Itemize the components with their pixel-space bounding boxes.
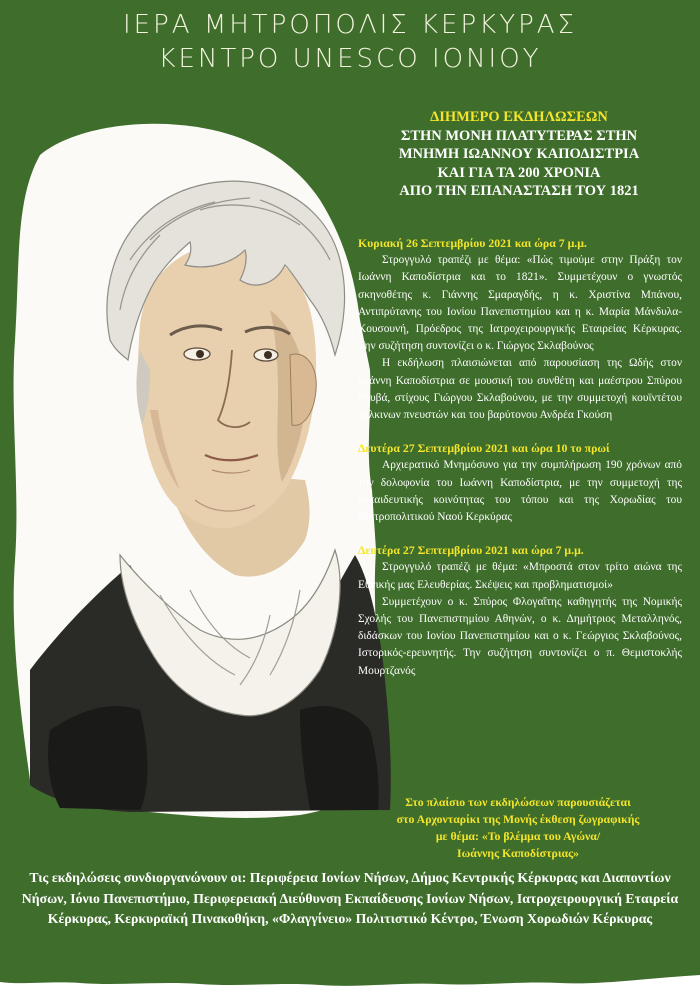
- event-description-extra: Η εκδήλωση πλαισιώνεται από παρουσίαση της Ωδής στον Ιωάννη Καποδίστρια σε μουσική του συνθέτη και μαέστρου Σπύρου Ρουβά, στίχους Γιώργου Σκλαβούνου, με την συμμετοχή κουϊντέτου χάλκινων πνευστών και του βαρύτονου Ανδρέα Γκούση: [358, 357, 682, 422]
- exhibit-line-3: με θέμα: «Το βλέμμα του Αγώνα/: [435, 829, 601, 843]
- exhibit-line-2: στο Αρχονταρίκι της Μονής έκθεση ζωγραφικής: [396, 812, 640, 826]
- heading-line-5: ΑΠΟ ΤΗΝ ΕΠΑΝΑΣΤΑΣΗ ΤΟΥ 1821: [399, 183, 639, 199]
- header: [0, 8, 700, 76]
- heading-line-4: ΚΑΙ ΓΙΑ ΤΑ 200 ΧΡΟΝΙΑ: [437, 164, 601, 181]
- co-organizers-footer: Τις εκδηλώσεις συνδιοργανώνουν οι: Περιφέρεια Ιονίων Νήσων, Δήμος Κεντρικής Κέρκυρας και Διαποντίων Νήσων, Ιόνιο Πανεπιστήμιο, Περιφερειακή Διεύθυνση Εκπαίδευσης Ιονίων Νήσων, Ιατροχειρουργική Εταιρεία Κέρκυρας, Κερκυραϊκή Πινακοθήκη, «Φλαγγίνειο» Πολιτιστικό Κέντρο, Ένωση Χορωδιών Κέρκυρας: [21, 870, 679, 926]
- heading-line-2: ΣΤΗΝ ΜΟΝΗ ΠΛΑΤΥΤΕΡΑΣ ΣΤΗΝ: [400, 127, 638, 144]
- event-item: [358, 440, 682, 526]
- event-item: [358, 542, 682, 680]
- event-date: Κυριακή 26 Σεπτεμβρίου 2021 και ώρα 7 μ.μ.: [358, 236, 587, 250]
- event-date: Δευτέρα 27 Σεπτεμβρίου 2021 και ώρα 7 μ.μ.: [358, 543, 584, 558]
- exhibition-notice: [348, 794, 688, 862]
- event-description: Στρογγυλό τραπέζι με θέμα: «Πώς τιμούμε στην Πράξη τον Ιωάννη Καποδίστρια και το 1821». Συμμετέχουν ο γνωστός σκηνοθέτης κ. Γιάννης Σμαραγδής, η κ. Χριστίνα Μπάνου, Αντιπρύτανης του Ιονίου Πανεπιστημίου και η κ. Μαρία Μάνδυλα-Κουσουνή, Πρόεδρος της Ιατροχειρουργικής Εταιρείας Κέρκυρας. Την συζήτηση συντονίζει ο κ. Γιώργος Σκλαβούνος: [358, 254, 682, 353]
- exhibit-line-1: Στο πλαίσιο των εκδηλώσεων παρουσιάζεται: [405, 795, 631, 809]
- heading-line-two-day: ΔΙΗΜΕΡΟ ΕΚΔΗΛΩΣΕΩΝ: [430, 109, 608, 125]
- event-item: [358, 235, 682, 424]
- events-list: [358, 235, 682, 696]
- event-description: Στρογγυλό τραπέζι με θέμα: «Μπροστά στον τρίτο αιώνα της Εθνικής μας Ελευθερίας. Σκέψεις και προβληματισμοί»: [358, 561, 682, 591]
- exhibit-line-4: Ιωάννης Καποδίστριας»: [457, 846, 579, 860]
- event-date: Δευτέρα 27 Σεπτεμβρίου 2021 και ώρα 10 το πρωί: [358, 441, 610, 456]
- header-line-metropolis: ΙΕΡΑ ΜΗΤΡΟΠΟΛΙΣ ΚΕΡΚΥΡΑΣ: [123, 10, 577, 40]
- header-line-unesco: ΚΕΝΤΡΟ UNESCO ΙΟΝΙΟΥ: [158, 44, 542, 74]
- event-description: Αρχιερατικό Μνημόσυνο για την συμπλήρωση 190 χρόνων από την δολοφονία του Ιωάννη Καποδίστρια, με την συμμετοχή της εκπαιδευτικής κοινότητας του τόπου και της Χορωδίας του Μητροπολιτικού Ναού Κερκύρας: [358, 459, 682, 524]
- event-heading: [358, 108, 680, 201]
- event-description-extra: Συμμετέχουν ο κ. Σπύρος Φλογαΐτης καθηγητής της Νομικής Σχολής του Πανεπιστημίου Αθηνών, ο κ. Δημήτριος Μεταλληνός, διδάσκων του Ιονίου Πανεπιστημίου και ο κ. Γεώργιος Σκλαβούνος, Ιστορικός-ερευνητής. Την συζήτηση συντονίζει ο π. Θεμιστοκλής Μουρτζανός: [358, 595, 682, 677]
- heading-line-3: ΜΝΗΜΗ ΙΩΑΝΝΟΥ ΚΑΠΟΔΙΣΤΡΙΑ: [398, 146, 640, 162]
